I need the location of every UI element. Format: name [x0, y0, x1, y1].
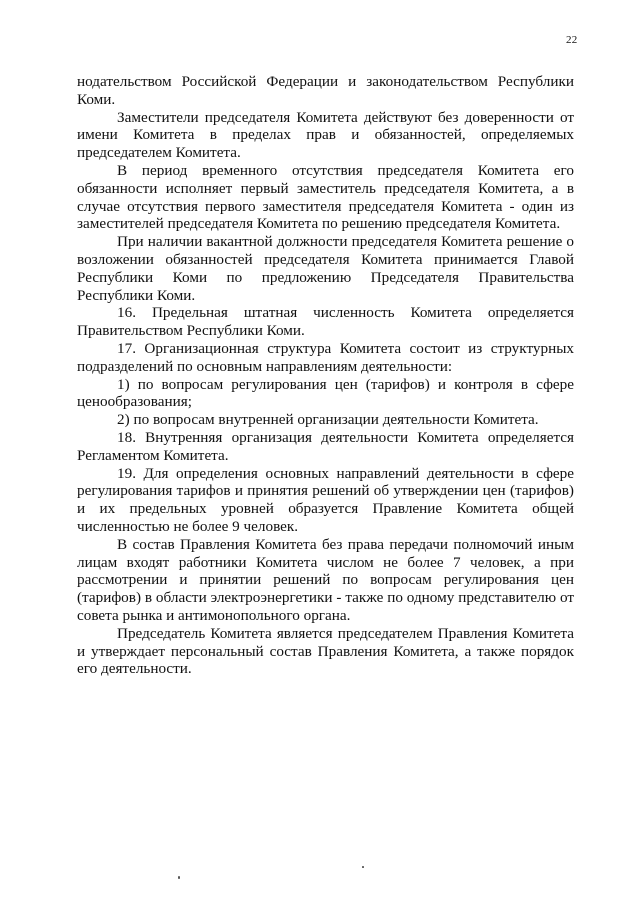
paragraph-17-structure: 17. Организационная структура Комитета состоит из структурных подразделений по основным направлениям деятельности:: [77, 339, 574, 375]
list-item-1-pricing: 1) по вопросам регулирования цен (тарифов) и контроля в сфере ценообразования;: [77, 375, 574, 411]
paragraph-continuation: нодательством Российской Федерации и законодательством Республики Коми.: [77, 73, 574, 108]
paragraph-18-regulations: 18. Внутренняя организация деятельности Комитета определяется Регламентом Комитета.: [77, 428, 574, 464]
paragraph-temporary-absence: В период временного отсутствия председателя Комитета его обязанности исполняет первый заместитель председателя Комитета, а в случае отсутствия первого заместителя председателя Комитета - один из заместителей председателя Комитета по решению председателя Комитета.: [77, 161, 574, 233]
page-number: 22: [566, 34, 578, 46]
list-item-2-internal: 2) по вопросам внутренней организации деятельности Комитета.: [117, 411, 539, 429]
paragraph-vacancy: При наличии вакантной должности председателя Комитета решение о возложении обязанностей председателя Комитета принимается Главой Республики Коми по предложению Председателя Правительства Республики Коми.: [77, 233, 574, 304]
paragraph-deputies: Заместители председателя Комитета действуют без доверенности от имени Комитета в пределах прав и обязанностей, определяемых председателем Комитета.: [77, 108, 574, 162]
scan-speck: [362, 866, 364, 868]
paragraph-board-composition: В состав Правления Комитета без права передачи полномочий иным лицам входят работники Комитета числом не более 7 человек, а при рассмотрении и принятии решений по вопросам регулирования цен (тарифов) в области электроэнергетики - также по одному представителю от совета рынка и антимонопольного органа.: [77, 535, 574, 624]
paragraph-16-staff-limit: 16. Предельная штатная численность Комитета определяется Правительством Республики Коми.: [77, 304, 574, 340]
scan-speck: [178, 876, 180, 879]
document-body: [77, 73, 574, 678]
paragraph-19-board: 19. Для определения основных направлений деятельности в сфере регулирования тарифов и принятия решений об утверждении цен (тарифов) и их предельных уровней образуется Правление Комитета общей численностью не более 9 человек.: [77, 464, 574, 535]
paragraph-chairman: Председатель Комитета является председателем Правления Комитета и утверждает персональный состав Правления Комитета, а также порядок его деятельности.: [77, 624, 574, 678]
